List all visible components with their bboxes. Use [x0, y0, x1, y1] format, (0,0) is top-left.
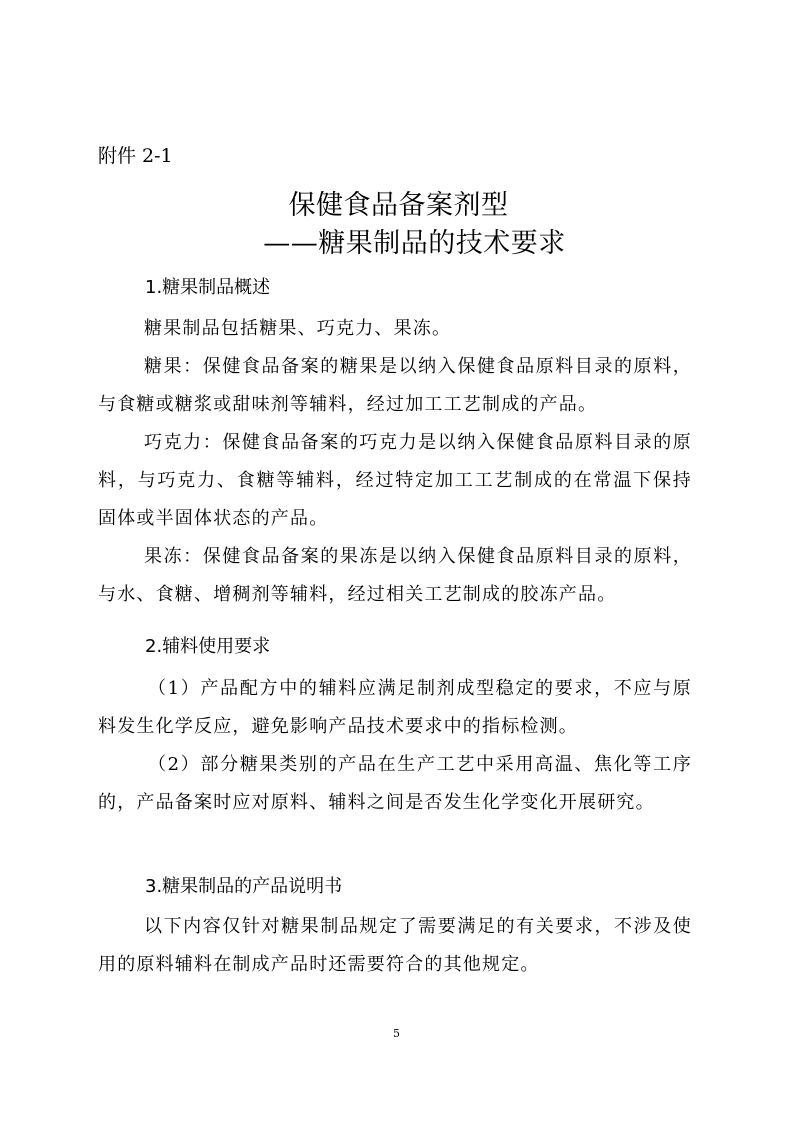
paragraph-candy-definition: 糖果：保健食品备案的糖果是以纳入保健食品原料目录的原料，与食糖或糖浆或甜味剂等辅料，经过加工工艺制成的产品。	[98, 356, 692, 415]
paragraph-instructions-scope: 以下内容仅针对糖果制品规定了需要满足的有关要求，不涉及使用的原料辅料在制成产品时还需要符合的其他规定。	[98, 916, 692, 975]
document-title: 保健食品备案剂型	[288, 190, 509, 221]
section-heading-overview: 1.糖果制品概述	[145, 277, 271, 298]
annex-label: 附件 2-1	[98, 145, 173, 167]
document-subtitle: ——糖果制品的技术要求	[263, 228, 566, 259]
paragraph-overview-intro: 糖果制品包括糖果、巧克力、果冻。	[144, 318, 452, 339]
paragraph-excipient-rule-2: （2）部分糖果类别的产品在生产工艺中采用高温、焦化等工序的，产品备案时应对原料、辅料之间是否发生化学变化开展研究。	[98, 754, 692, 813]
section-heading-instructions: 3.糖果制品的产品说明书	[145, 876, 343, 897]
section-heading-excipients: 2.辅料使用要求	[145, 636, 271, 657]
paragraph-jelly-definition: 果冻：保健食品备案的果冻是以纳入保健食品原料目录的原料，与水、食糖、增稠剂等辅料，经过相关工艺制成的胶冻产品。	[98, 546, 692, 605]
paragraph-excipient-rule-1: （1）产品配方中的辅料应满足制剂成型稳定的要求，不应与原料发生化学反应，避免影响产品技术要求中的指标检测。	[98, 678, 692, 737]
paragraph-chocolate-definition: 巧克力：保健食品备案的巧克力是以纳入保健食品原料目录的原料，与巧克力、食糖等辅料，经过特定加工工艺制成的在常温下保持固体或半固体状态的产品。	[98, 432, 692, 529]
page-number: 5	[393, 1027, 400, 1040]
